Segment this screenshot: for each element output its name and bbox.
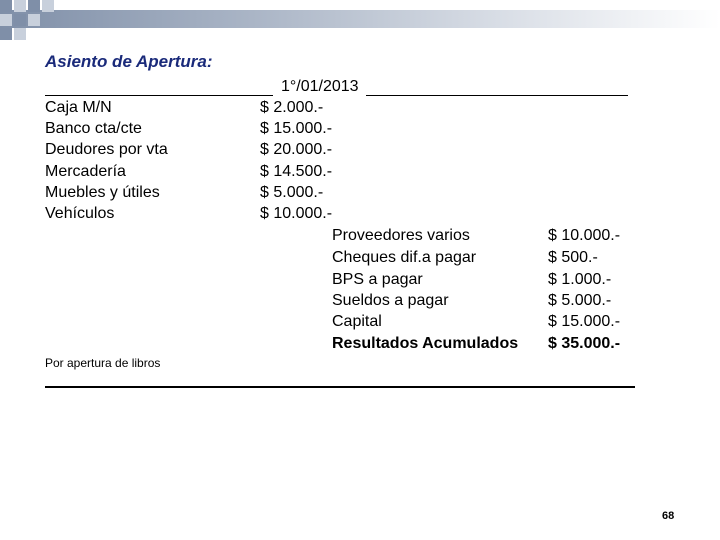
credit-amount: $ 1.000.- [548, 271, 612, 288]
header-square [0, 14, 12, 26]
credit-amount: $ 5.000.- [548, 292, 612, 309]
debit-row [45, 204, 375, 225]
credit-amount: $ 15.000.- [548, 313, 621, 330]
credit-row [332, 312, 632, 333]
header-square [14, 0, 26, 12]
header-square [0, 0, 12, 12]
debit-amount: $ 5.000.- [260, 184, 324, 201]
debit-row [45, 98, 375, 119]
credit-account: Capital [332, 313, 382, 330]
date-rule-right [366, 95, 628, 96]
page-number: 68 [662, 510, 675, 522]
credit-amount: $ 500.- [548, 249, 598, 266]
entry-date: 1°/01/2013 [281, 78, 359, 95]
header-square [0, 28, 12, 40]
debit-row [45, 183, 375, 204]
entry-note: Por apertura de libros [45, 356, 161, 370]
credit-amount: $ 10.000.- [548, 227, 621, 244]
header-square [42, 0, 54, 12]
debit-row [45, 119, 375, 140]
debit-row [45, 162, 375, 183]
closing-rule [45, 386, 635, 388]
debit-account: Banco cta/cte [45, 120, 142, 137]
header-square [14, 14, 26, 26]
debit-account: Mercadería [45, 163, 126, 180]
credit-account: Cheques dif.a pagar [332, 249, 477, 266]
header-square [28, 14, 40, 26]
debit-account: Muebles y útiles [45, 184, 160, 201]
credit-row [332, 248, 632, 269]
header-gradient-bar [0, 10, 720, 28]
header-decoration [0, 0, 720, 40]
credit-account: BPS a pagar [332, 271, 423, 288]
entry-title: Asiento de Apertura: [45, 52, 213, 71]
debit-account: Caja M/N [45, 99, 112, 116]
debit-account: Vehículos [45, 205, 115, 222]
credit-account: Proveedores varios [332, 227, 470, 244]
debit-account: Deudores por vta [45, 141, 168, 158]
debit-amount: $ 10.000.- [260, 205, 333, 222]
date-line [45, 77, 628, 97]
debit-amount: $ 20.000.- [260, 141, 333, 158]
debit-amount: $ 2.000.- [260, 99, 324, 116]
header-square [28, 0, 40, 12]
credit-row [332, 226, 632, 247]
credit-row [332, 291, 632, 312]
debit-amount: $ 14.500.- [260, 163, 333, 180]
credit-account: Sueldos a pagar [332, 292, 449, 309]
credit-account: Resultados Acumulados [332, 335, 519, 352]
date-rule-left [45, 95, 273, 96]
credit-row [332, 334, 632, 355]
header-square [14, 28, 26, 40]
credit-row [332, 270, 632, 291]
debit-row [45, 140, 375, 161]
debit-amount: $ 15.000.- [260, 120, 333, 137]
credit-amount: $ 35.000.- [548, 335, 621, 352]
